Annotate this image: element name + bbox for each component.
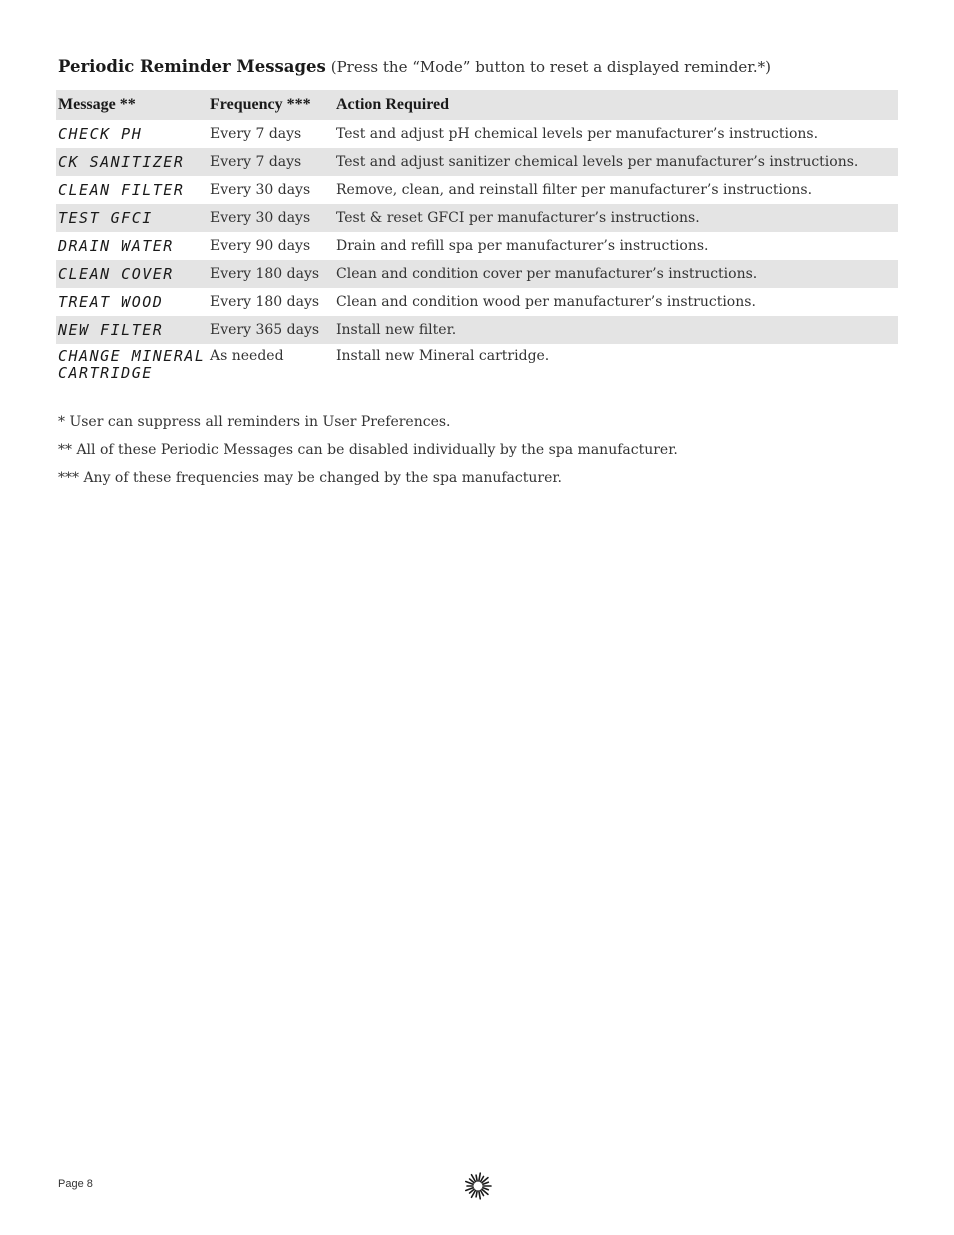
table-row	[56, 260, 898, 288]
frequency-cell: Every 180 days	[208, 260, 334, 288]
header-frequency: Frequency ***	[208, 90, 334, 120]
action-cell: Clean and condition cover per manufacturer’s instructions.	[334, 260, 898, 288]
footnote: *** Any of these frequencies may be changed by the spa manufacturer.	[58, 470, 562, 486]
sunburst-logo-icon	[464, 1172, 492, 1200]
message-cell: DRAIN WATER	[58, 237, 174, 255]
message-cell: TEST GFCI	[56, 204, 208, 232]
logo-ray	[479, 1190, 480, 1198]
section-heading	[58, 56, 918, 78]
table-row	[56, 176, 898, 204]
header-message: Message **	[56, 90, 208, 120]
header-action: Action Required	[334, 90, 898, 120]
table-row	[56, 288, 898, 316]
action-cell: Clean and condition wood per manufacturer’s instructions.	[336, 294, 756, 310]
logo-ray	[479, 1173, 480, 1181]
action-cell: Remove, clean, and reinstall filter per manufacturer’s instructions.	[336, 182, 813, 198]
action-cell: Drain and refill spa per manufacturer’s instructions.	[336, 238, 709, 254]
message-cell: CLEAN FILTER	[58, 181, 185, 199]
section-title: Periodic Reminder Messages	[58, 57, 326, 76]
message-cell: CK SANITIZER	[56, 148, 208, 176]
footnotes	[58, 411, 858, 495]
footnote: * User can suppress all reminders in User Preferences.	[58, 414, 451, 430]
page-number: Page 8	[58, 1178, 93, 1190]
logo-ray	[476, 1190, 477, 1196]
message-cell: CHANGE MINERAL CARTRIDGE	[58, 347, 206, 382]
section-note: (Press the “Mode” button to reset a displayed reminder.*)	[330, 58, 771, 76]
reminder-messages-table	[56, 90, 898, 400]
table-row	[56, 148, 898, 176]
action-cell: Install new filter.	[334, 316, 898, 344]
message-cell: CLEAN COVER	[56, 260, 208, 288]
action-cell: Install new Mineral cartridge.	[336, 348, 550, 364]
frequency-cell: As needed	[210, 348, 284, 364]
footnote: ** All of these Periodic Messages can be disabled individually by the spa manufacturer.	[58, 442, 678, 458]
action-cell: Test and adjust sanitizer chemical levels per manufacturer’s instructions.	[334, 148, 898, 176]
frequency-cell: Every 7 days	[210, 126, 302, 142]
frequency-cell: Every 90 days	[210, 238, 311, 254]
table-row	[56, 232, 898, 260]
frequency-cell: Every 365 days	[208, 316, 334, 344]
frequency-cell: Every 30 days	[208, 204, 334, 232]
table-row	[56, 344, 898, 400]
message-cell: CHECK PH	[58, 125, 143, 143]
table-header-row	[56, 90, 898, 120]
logo-ray	[476, 1175, 477, 1181]
action-cell: Test & reset GFCI per manufacturer’s instructions.	[334, 204, 898, 232]
table-row	[56, 120, 898, 148]
message-cell: NEW FILTER	[56, 316, 208, 344]
message-cell: TREAT WOOD	[58, 293, 164, 311]
action-cell: Test and adjust pH chemical levels per manufacturer’s instructions.	[336, 126, 819, 142]
table-row	[56, 204, 898, 232]
frequency-cell: Every 30 days	[210, 182, 311, 198]
frequency-cell: Every 7 days	[208, 148, 334, 176]
table-row	[56, 316, 898, 344]
frequency-cell: Every 180 days	[210, 294, 320, 310]
